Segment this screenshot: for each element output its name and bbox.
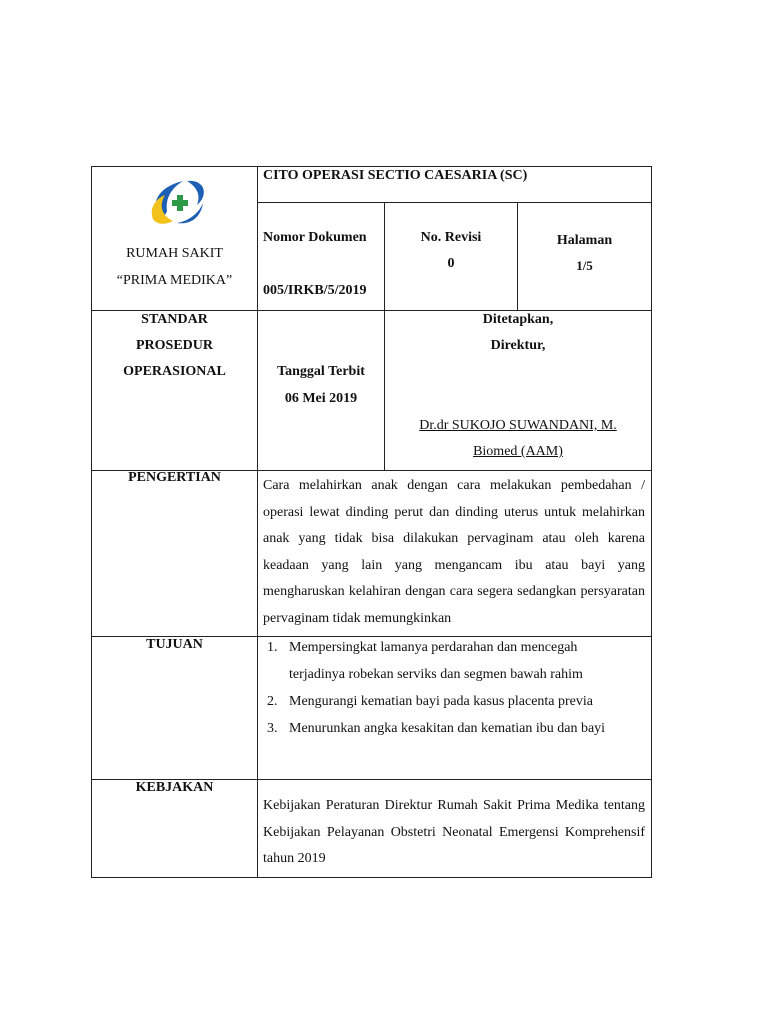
revisi-value: 0: [447, 256, 455, 271]
tujuan-label: TUJUAN: [146, 637, 203, 652]
tujuan-item: [257, 634, 627, 688]
hospital-name-line2: “PRIMA MEDIKA”: [116, 273, 233, 288]
tujuan-item: [257, 688, 627, 715]
tujuan-item-text: Mempersingkat lamanya perdarahan dan mencegah terjadinya robekan serviks dan segmen bawah rahim: [289, 640, 583, 682]
tujuan-item-text: Mengurangi kematian bayi pada kasus placenta previa: [289, 694, 593, 709]
revisi-label: No. Revisi: [420, 230, 482, 245]
pengertian-label-cell: [91, 470, 258, 637]
tujuan-item-number: 3.: [267, 721, 278, 736]
document-title: CITO OPERASI SECTIO CAESARIA (SC): [263, 168, 528, 183]
tanggal-terbit-label: Tanggal Terbit: [277, 364, 365, 379]
tujuan-item: [257, 715, 627, 742]
halaman-cell: [517, 202, 652, 311]
nomor-dokumen-value: 005/IRKB/5/2019: [263, 283, 367, 298]
nomor-dokumen-label: Nomor Dokumen: [263, 230, 367, 245]
kebijakan-text: Kebijakan Peraturan Direktur Rumah Sakit Prima Medika tentang Kebijakan Pelayanan Obstetri Neonatal Emergensi Komprehensif tahun 2019: [263, 798, 645, 867]
spo-line3: OPERASIONAL: [123, 364, 226, 379]
pengertian-label: PENGERTIAN: [128, 470, 221, 485]
ditetapkan-label: Ditetapkan,: [482, 312, 554, 327]
tujuan-list: [257, 634, 627, 742]
pengertian-text: Cara melahirkan anak dengan cara melakukan pembedahan / operasi lewat dinding perut dan dinding uterus untuk melahirkan anak yang tidak bisa dilakukan pervaginam atau oleh karena keadaan yang lain yang mengancam ibu atau bayi yang mengharuskan kelahiran dengan cara segera sedangkan persyaratan pervaginam tidak memungkinkan: [263, 478, 645, 626]
hospital-name-line1: RUMAH SAKIT: [126, 246, 223, 261]
signer-name-line2: Biomed (AAM): [473, 444, 563, 459]
spo-line1: STANDAR: [141, 312, 208, 327]
tujuan-label-cell: [91, 636, 258, 780]
tanggal-terbit-value: 06 Mei 2019: [284, 391, 358, 406]
spo-cell: [91, 310, 258, 471]
halaman-value: 1/5: [576, 258, 593, 273]
hospital-logo: [147, 175, 209, 229]
spo-line2: PROSEDUR: [135, 338, 213, 353]
tujuan-item-number: 1.: [267, 640, 278, 655]
halaman-label: Halaman: [556, 233, 613, 248]
signer-name-line1: Dr.dr SUKOJO SUWANDANI, M.: [419, 418, 617, 433]
tujuan-item-number: 2.: [267, 694, 278, 709]
sop-document-table: [91, 166, 652, 878]
direktur-label: Direktur,: [490, 338, 546, 353]
kebijakan-label: KEBJAKAN: [135, 780, 214, 795]
tujuan-item-text: Menurunkan angka kesakitan dan kematian ibu dan bayi: [289, 721, 606, 736]
